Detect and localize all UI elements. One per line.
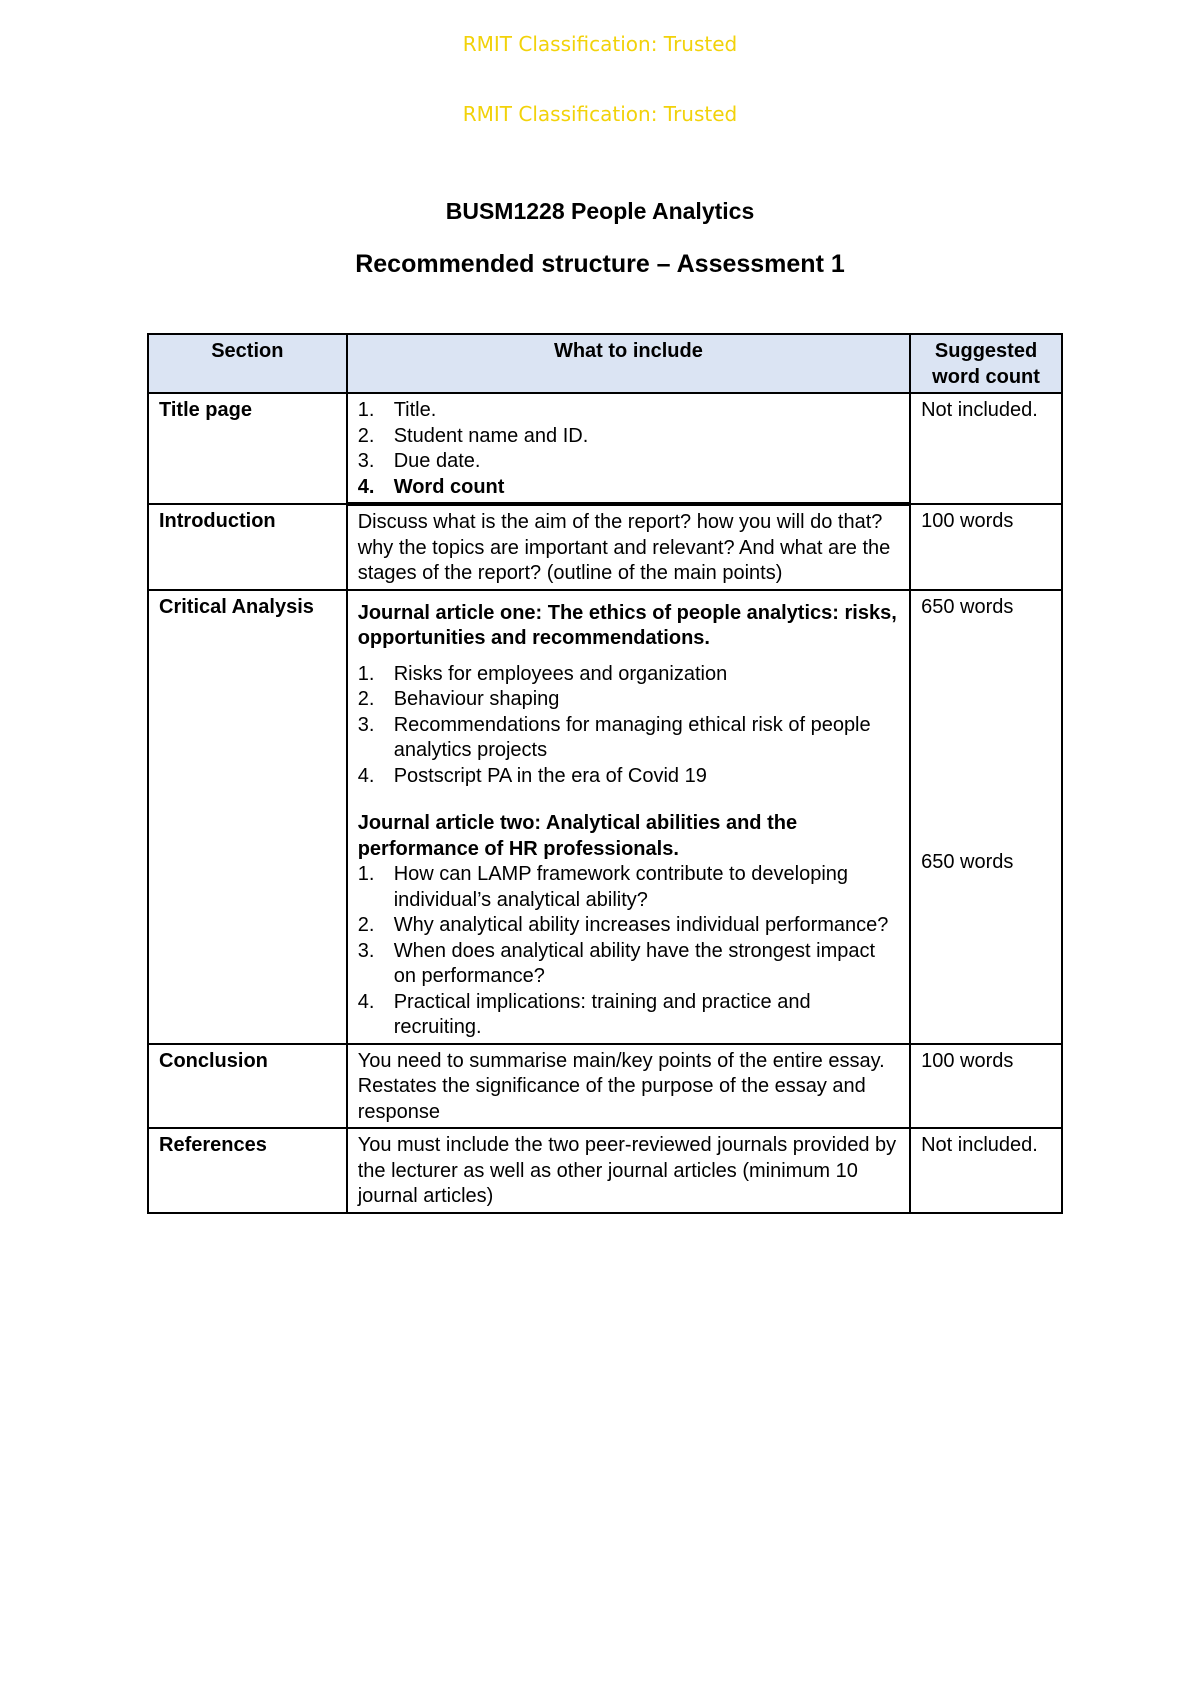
list-item: 2. Why analytical ability increases individual performance? — [357, 914, 889, 936]
table-row — [148, 1128, 1062, 1213]
list-item: 1. Title. — [357, 399, 437, 421]
header-word-count: Suggested word count — [910, 334, 1062, 393]
section-introduction: Introduction — [148, 504, 347, 590]
references-content: You must include the two peer-reviewed journals provided by the lecturer as well as other journal articles (minimum 10 journal articles) — [347, 1128, 910, 1213]
article-two-heading: Journal article two: Analytical abilities and the performance of HR professionals. — [357, 812, 798, 860]
critical-analysis-count — [910, 590, 1062, 1044]
title-page-count: Not included. — [910, 393, 1062, 504]
table-row — [148, 393, 1062, 504]
conclusion-content: You need to summarise main/key points of the entire essay. Restates the significance of the purpose of the essay and response — [347, 1044, 910, 1129]
list-item: 1. How can LAMP framework contribute to developing individual’s analytical ability? — [357, 863, 849, 911]
title-page-content — [347, 393, 910, 504]
introduction-content: Discuss what is the aim of the report? how you will do that? why the topics are important and relevant? And what are the stages of the report? (outline of the main points) — [347, 504, 910, 590]
table-header-row — [148, 334, 1062, 393]
critical-analysis-content — [347, 590, 910, 1044]
list-item: 4. Postscript PA in the era of Covid 19 — [357, 764, 707, 787]
list-item: 3. Recommendations for managing ethical risk of people analytics projects — [357, 713, 871, 761]
section-critical-analysis: Critical Analysis — [148, 590, 347, 1044]
article-two-count: 650 words — [921, 851, 1014, 873]
conclusion-count: 100 words — [910, 1044, 1062, 1129]
classification-label: RMIT Classification: Trusted — [462, 102, 738, 126]
article-one-heading: Journal article one: The ethics of people analytics: risks, opportunities and recommendations. — [357, 601, 897, 649]
article-one-count: 650 words — [921, 595, 1014, 618]
table-row — [148, 504, 1062, 590]
structure-table — [147, 333, 1063, 1214]
list-item: 1. Risks for employees and organization — [357, 662, 728, 685]
section-references: References — [148, 1128, 347, 1213]
list-item: 3. When does analytical ability have the strongest impact on performance? — [357, 939, 876, 987]
document-title: BUSM1228 People Analytics — [445, 198, 755, 224]
list-item: 4. Practical implications: training and practice and recruiting. — [357, 990, 811, 1038]
table-row — [148, 590, 1062, 1044]
header-section: Section — [148, 334, 347, 393]
header-what-to-include: What to include — [347, 334, 910, 393]
introduction-count: 100 words — [910, 504, 1062, 590]
list-item: 2. Behaviour shaping — [357, 688, 560, 710]
list-item: 4. Word count — [357, 475, 505, 498]
classification-label: RMIT Classification: Trusted — [462, 32, 738, 56]
list-item: 3. Due date. — [357, 450, 481, 472]
document-subtitle: Recommended structure – Assessment 1 — [355, 250, 845, 278]
references-count: Not included. — [910, 1128, 1062, 1213]
table-row — [148, 1044, 1062, 1129]
list-item: 2. Student name and ID. — [357, 424, 589, 447]
section-title-page: Title page — [148, 393, 347, 504]
section-conclusion: Conclusion — [148, 1044, 347, 1129]
